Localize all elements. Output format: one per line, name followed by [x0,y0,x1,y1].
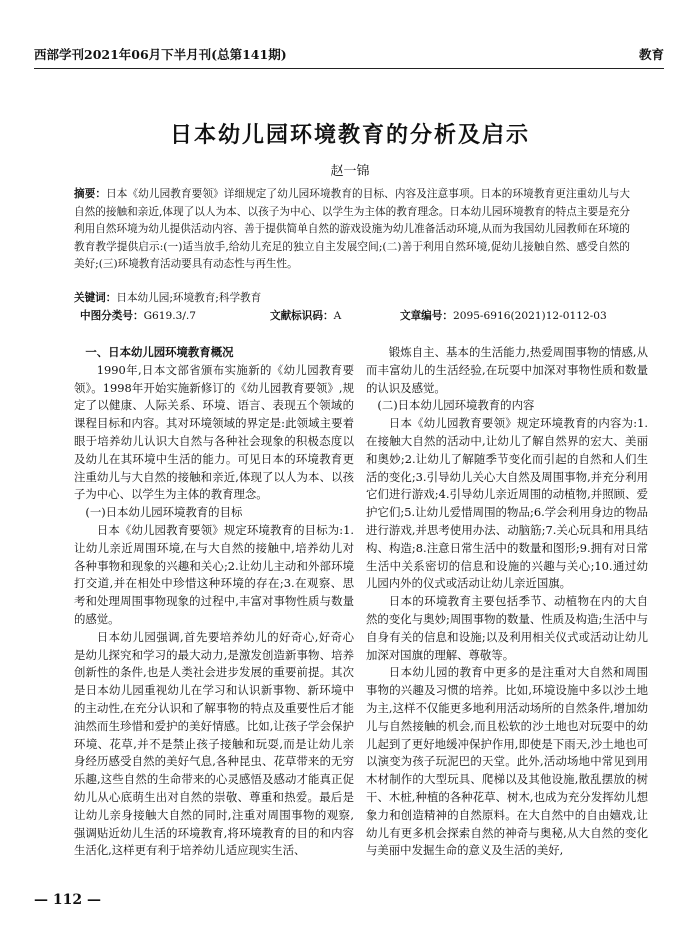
article-label: 文章编号： [400,310,453,322]
paragraph: 日本幼儿园的教育中更多的是注重对大自然和周围事物的兴趣及习惯的培养。比如,环境设施中多以沙土地为主,这样不仅能更多地利用活动场所的自然条件,增加幼儿与自然接触的机会,而且松软的沙土地也对玩耍中的幼儿起到了更好地缓冲保护作用,即使是下雨天,沙土地也可以演变为孩子玩泥巴的天堂。此外,活动场地中常见到用木材制作的大型玩具、爬梯以及其他设施,散乱摆放的树干、木桩,种植的各种花草、树木,也成为充分发挥幼儿想象力和创造精神的自然原料。在大自然中的自由嬉戏,让幼儿有更多机会探索自然的神奇与奥秘,从大自然的变化与美丽中发掘生命的意义及生活的美好, [366,665,648,858]
clc-number [80,308,196,323]
left-column [74,344,354,860]
abstract-text: 日本《幼儿园教育要领》详细规定了幼儿园环境教育的目标、内容及注意事项。日本的环境教育更注重幼儿与大自然的接触和亲近,体现了以人为本、以孩子为中心、以学生为主体的教育理念。日本幼儿园环境教育的特点主要是充分利用自然环境为幼儿提供活动内容、善于提供简单自然的游戏设施为幼儿准备活动环境,从而为我国幼儿园教师在环境的教育教学提供启示:(一)适当放手,给幼儿充足的独立自主发展空间;(二)善于利用自然环境,促幼儿接触自然、感受自然的美好;(三)环境教育活动要具有动态性与再生性。 [74,188,631,271]
author-name: 赵一锦 [330,164,370,179]
clc-value: G619.3/.7 [143,310,197,322]
doc-code [270,308,341,323]
paragraph: 日本《幼儿园教育要领》规定环境教育的内容为:1.在接触大自然的活动中,让幼儿了解自然界的宏大、美丽和奥妙;2.让幼儿了解随季节变化而引起的自然和人们生活的变化;3.引导幼儿关心大自然及周围事物,并充分利用它们进行游戏;4.引导幼儿亲近周围的动植物,并照顾、爱护它们;5.让幼儿爱惜周围的物品;6.学会利用身边的物品进行游戏,并思考使用办法、动脑筋;7.关心玩具和用具结构、构造;8.注意日常生活中的数量和图形;9.拥有对日常生活中关系密切的信息和设施的兴趣与关心;10.通过幼儿园内外的仪式或活动让幼儿亲近国旗。 [366,416,648,591]
paragraph: 日本《幼儿园教育要领》规定环境教育的目标为:1.让幼儿亲近周围环境,在与大自然的接触中,培养幼儿对各种事物和现象的兴趣和关心;2.让幼儿主动和外部环境打交道,并在相处中珍惜这种环境的存在;3.在观察、思考和处理周围事物现象的过程中,丰富对事物性质与数量的感觉。 [74,522,354,626]
right-column [366,344,648,860]
clc-label: 中图分类号： [80,310,144,322]
article-title: 日本幼儿园环境教育的分析及启示 [169,122,530,148]
header-divider [34,68,664,69]
keywords-text: 日本幼儿园;环境教育;科学教育 [116,292,262,304]
article-number [400,308,607,323]
article-meta [80,308,630,324]
running-header [34,42,664,64]
paragraph: 1990年,日本文部省颁布实施新的《幼儿园教育要领》。1998年开始实施新修订的《幼儿园教育要领》,规定了以健康、人际关系、环境、语言、表现五个领域的课程目标和内容。其对环境领域的界定是:此领域主要着眼于培养幼儿认识大自然与各种社会现象的积极态度以及幼儿在其环境中生活的能力。可见日本的环境教育更注重幼儿与大自然的接触和亲近,体现了以人为本、以孩子为中心、以学生为主体的教育理念。 [74,362,354,502]
abstract [74,186,630,274]
doc-value: A [333,310,342,322]
paragraph: 锻炼自主、基本的生活能力,热爱周围事物的情感,从而丰富幼儿的生活经验,在玩耍中加深对事物性质和数量的认识及感觉。 [366,345,648,395]
section-heading-1: 一、日本幼儿园环境教育概况 [85,345,234,359]
paragraph: 日本的环境教育主要包括季节、动植物在内的大自然的变化与奥妙;周围事物的数量、性质及构造;生活中与自身有关的信息和设施;以及利用相关仪式或活动让幼儿加深对国旗的理解、尊敬等。 [366,594,648,662]
abstract-label: 摘要： [74,188,107,200]
keywords [74,290,261,305]
page-number: — 112 — [34,892,101,908]
paragraph: 日本幼儿园强调,首先要培养幼儿的好奇心,好奇心是幼儿探究和学习的最大动力,是激发创造新事物、培养创新性的条件,也是人类社会进步发展的重要前提。其次是日本幼儿园重视幼儿在学习和认识新事物、新环境中的主动性,在充分认识和了解事物的特点及重要性后才能油然而生珍惜和爱护的美好情感。比如,让孩子学会保护环境、花草,并不是禁止孩子接触和玩耍,而是让幼儿亲身经历感受自然的美好气息,各种昆虫、花草带来的无穷乐趣,这些自然的生命带来的心灵感悟及感动才能真正促幼儿从心底萌生出对自然的崇敬、尊重和热爱。最后是让幼儿亲身接触大自然的同时,注重对周围事物的观察,强调贴近幼儿生活的环境教育,将环境教育的目的和内容生活化,这样更有利于培养幼儿适应现实生活、 [74,629,354,858]
subsection-heading-content: (二)日本幼儿园环境教育的内容 [377,398,535,413]
subsection-heading-goals: (一)日本幼儿园环境教育的目标 [85,505,243,520]
doc-label: 文献标识码： [270,310,334,322]
keywords-label: 关键词： [74,292,117,304]
article-value: 2095-6916(2021)12-0112-03 [452,310,607,322]
section-name: 教育 [638,47,664,62]
journal-name: 西部学刊2021年06月下半月刊(总第141期) [34,47,287,62]
